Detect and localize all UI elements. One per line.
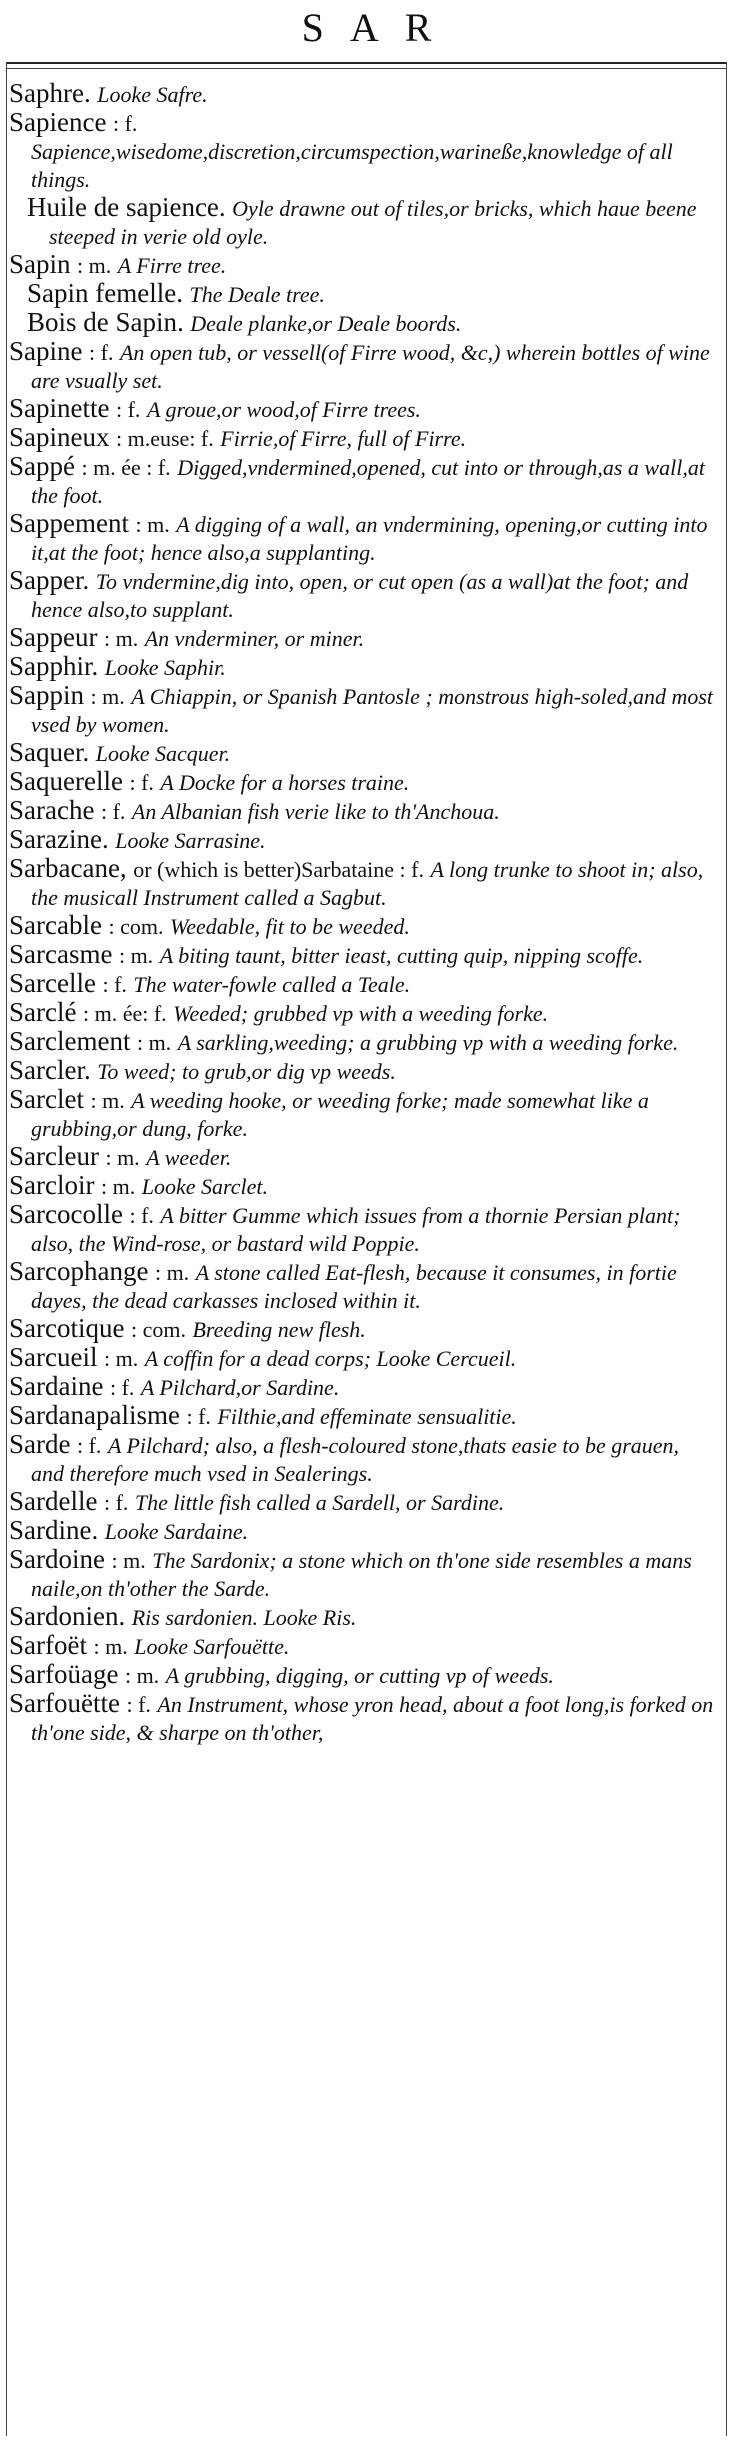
entry-grammar: : m. — [93, 1634, 128, 1659]
entry-grammar: : m. — [154, 1260, 190, 1285]
entry-grammar: : m. — [136, 1030, 172, 1055]
entry-definition: The water-fowle called a Teale. — [133, 972, 411, 997]
entry-headword: Sapinette — [9, 393, 110, 423]
dictionary-entry — [9, 1632, 717, 1660]
dictionary-entry — [9, 1057, 717, 1085]
entry-definition: An Albanian fish verie like to th'Anchoua. — [131, 799, 500, 824]
entry-definition: To vndermine,dig into, open, or cut open (as a wall)at the foot; and hence also,to supplant. — [31, 569, 689, 622]
dictionary-entry — [9, 855, 717, 911]
entry-definition: A coffin for a dead corps; Looke Cercueil. — [144, 1346, 517, 1371]
entry-definition: The Sardonix; a stone which on th'one side resembles a mans naile,on th'other the Sarde. — [31, 1548, 692, 1601]
entry-list — [9, 80, 717, 1747]
entry-definition: A digging of a wall, an vndermining, opening,or cutting into it,at the foot; hence also,a supplanting. — [31, 512, 708, 565]
dictionary-entry — [9, 1690, 717, 1746]
entry-definition: An open tub, or vessell(of Firre wood, &c,) wherein bottles of wine are vsually set. — [31, 340, 710, 393]
entry-headword: Sarcloir — [9, 1170, 95, 1200]
entry-headword: Sappeur — [9, 622, 98, 652]
dictionary-entry — [9, 1258, 717, 1314]
entry-definition: Deale planke,or Deale boords. — [190, 311, 462, 336]
entry-grammar: : f. — [76, 1433, 102, 1458]
dictionary-entry — [9, 912, 717, 940]
dictionary-entry — [9, 1373, 717, 1401]
entry-grammar: : f. — [109, 1375, 135, 1400]
entry-headword: Sarde — [9, 1429, 71, 1459]
entry-headword: Sardelle — [9, 1486, 98, 1516]
dictionary-entry — [9, 1661, 717, 1689]
entry-grammar: : com. — [130, 1317, 186, 1342]
entry-definition: Looke Sacquer. — [95, 741, 231, 766]
dictionary-entry — [9, 338, 717, 394]
entry-definition: Looke Saphir. — [104, 655, 226, 680]
entry-grammar: : m. — [100, 1174, 136, 1199]
entry-definition: Looke Sarclet. — [141, 1174, 268, 1199]
dictionary-entry — [9, 395, 717, 423]
entry-headword: Sarbacane, — [9, 853, 127, 883]
dictionary-entry — [9, 1546, 717, 1602]
dictionary-entry — [9, 970, 717, 998]
entry-grammar: : m. ée: f. — [82, 1001, 167, 1026]
entry-headword: Sappé — [9, 451, 75, 481]
dictionary-entry — [9, 510, 717, 566]
dictionary-entry — [9, 768, 717, 796]
left-frame-line — [6, 62, 7, 2436]
entry-grammar: : f. — [89, 340, 114, 365]
entry-grammar: : m. — [77, 253, 112, 278]
entry-definition: Weeded; grubbed vp with a weeding forke. — [173, 1001, 549, 1026]
entry-definition: A groue,or wood,of Firre trees. — [146, 397, 421, 422]
entry-headword: Saphre. — [9, 78, 91, 108]
entry-grammar: : f. — [186, 1404, 211, 1429]
entry-headword: Sardaine — [9, 1371, 104, 1401]
entry-definition: Looke Sarrasine. — [115, 828, 266, 853]
entry-headword: Sarache — [9, 795, 95, 825]
entry-grammar: : m. — [111, 1548, 146, 1573]
right-frame-line — [726, 62, 727, 2436]
entry-headword: Sardonien. — [9, 1601, 126, 1631]
entry-headword: Sarclement — [9, 1026, 131, 1056]
entry-headword: Sappement — [9, 508, 129, 538]
dictionary-entry — [9, 682, 717, 738]
entry-definition: Oyle drawne out of tiles,or bricks, which haue beene steeped in verie old oyle. — [49, 196, 697, 249]
entry-headword: Sapper. — [9, 565, 90, 595]
entry-definition: Breeding new flesh. — [192, 1317, 366, 1342]
entry-headword: Sardanapalisme — [9, 1400, 180, 1430]
entry-definition: Digged,vndermined,opened, cut into or through,as a wall,at the foot. — [31, 455, 705, 508]
entry-definition: A Docke for a horses traine. — [160, 770, 410, 795]
dictionary-entry — [9, 1431, 717, 1487]
entry-definition: Weedable, fit to be weeded. — [169, 914, 410, 939]
running-head: SAR — [301, 5, 458, 50]
dictionary-entry — [9, 1517, 717, 1545]
entry-grammar: : f. — [100, 799, 126, 824]
dictionary-entry — [9, 941, 717, 969]
entry-headword: Sapphir. — [9, 651, 99, 681]
dictionary-entry — [9, 453, 717, 509]
dictionary-entry — [9, 1086, 717, 1142]
entry-definition: A bitter Gumme which issues from a thornie Persian plant; also, the Wind-rose, or bastard wild Poppie. — [31, 1203, 681, 1256]
entry-headword: Sapin — [9, 249, 71, 279]
entry-headword: Sarcocolle — [9, 1199, 123, 1229]
entry-headword: Sarclé — [9, 997, 77, 1027]
entry-headword: Sarazine. — [9, 824, 109, 854]
entry-definition: Ris sardonien. Looke Ris. — [131, 1605, 357, 1630]
entry-headword: Sarcable — [9, 910, 102, 940]
dictionary-entry — [9, 424, 717, 452]
entry-definition: Sapience,wisedome,discretion,circumspection,warineße,knowledge of all things. — [31, 139, 673, 192]
entry-definition: The little fish called a Sardell, or Sardine. — [134, 1490, 505, 1515]
dictionary-entry — [9, 1172, 717, 1200]
dictionary-entry — [9, 1603, 717, 1631]
entry-headword: Sarfoët — [9, 1630, 87, 1660]
dictionary-entry — [9, 567, 717, 623]
entry-definition: A weeding hooke, or weeding forke; made somewhat like a grubbing,or dung, forke. — [31, 1088, 649, 1141]
entry-definition: A long trunke to shoot in; also, the musicall Instrument called a Sagbut. — [31, 857, 704, 910]
entry-grammar: : m. ée : f. — [81, 455, 171, 480]
entry-grammar: : f. — [102, 972, 127, 997]
entry-definition: A weeder. — [146, 1145, 232, 1170]
entry-headword: Saquer. — [9, 737, 90, 767]
entry-headword: Sardoine — [9, 1544, 105, 1574]
entry-definition: Firrie,of Firre, full of Firre. — [220, 426, 467, 451]
entry-headword: Sappin — [9, 680, 85, 710]
dictionary-entry — [9, 797, 717, 825]
entry-grammar: : m. — [103, 626, 139, 651]
entry-grammar: : m.euse: f. — [116, 426, 214, 451]
entry-headword: Sarfoüage — [9, 1659, 119, 1689]
inner-rule — [6, 68, 726, 69]
entry-grammar: : m. — [124, 1663, 160, 1688]
entry-grammar: : f. — [129, 770, 154, 795]
entry-headword: Sapin femelle. — [27, 278, 183, 308]
entry-headword: Sarcophange — [9, 1256, 149, 1286]
entry-definition: A Firre tree. — [117, 253, 227, 278]
dictionary-entry — [9, 280, 717, 308]
entry-definition: A biting taunt, bitter ieast, cutting quip, nipping scoffe. — [159, 943, 644, 968]
entry-headword: Sarfouëtte — [9, 1688, 120, 1718]
entry-headword: Sardine. — [9, 1515, 99, 1545]
dictionary-entry — [9, 999, 717, 1027]
dictionary-entry — [9, 1028, 717, 1056]
entry-definition: A Chiappin, or Spanish Pantosle ; monstrous high-soled,and most vsed by women. — [31, 684, 714, 737]
entry-definition: A stone called Eat-flesh, because it consumes, in fortie dayes, the dead carkasses inclosed within it. — [31, 1260, 677, 1313]
entry-grammar: : f. — [126, 1692, 151, 1717]
dictionary-entry — [9, 1402, 717, 1430]
entry-grammar: : m. — [103, 1346, 139, 1371]
entry-definition: Filthie,and effeminate sensualitie. — [217, 1404, 517, 1429]
entry-definition: Looke Safre. — [97, 82, 208, 107]
entry-grammar: : m. — [90, 1088, 125, 1113]
entry-headword: Sarcleur — [9, 1141, 99, 1171]
entry-headword: Sarcelle — [9, 968, 96, 998]
entry-headword: Bois de Sapin. — [27, 307, 184, 337]
dictionary-entry — [9, 1488, 717, 1516]
entry-grammar: : m. — [90, 684, 125, 709]
dictionary-entry — [9, 624, 717, 652]
entry-definition: To weed; to grub,or dig vp weeds. — [97, 1059, 396, 1084]
entry-grammar: : f. — [103, 1490, 129, 1515]
entry-grammar: : f. — [129, 1203, 154, 1228]
entry-definition: A Pilchard; also, a flesh-coloured stone,thats easie to be grauen, and therefore much vsed in Sealerings. — [31, 1433, 680, 1486]
dictionary-entry — [9, 251, 717, 279]
dictionary-entry — [9, 109, 717, 193]
dictionary-entry — [9, 653, 717, 681]
entry-headword: Sarcler. — [9, 1055, 91, 1085]
entry-headword: Sapineux — [9, 422, 110, 452]
entry-headword: Sapience — [9, 107, 107, 137]
entry-headword: Sapine — [9, 336, 83, 366]
entry-definition: A Pilchard,or Sardine. — [140, 1375, 340, 1400]
entry-grammar: : m. — [135, 512, 170, 537]
dictionary-entry — [9, 194, 717, 250]
entry-definition: Looke Sarfouëtte. — [134, 1634, 290, 1659]
entry-headword: Sarcasme — [9, 939, 113, 969]
entry-grammar: : f. — [115, 397, 141, 422]
entry-grammar: or (which is better)Sarbataine : f. — [133, 857, 424, 882]
entry-grammar: : f. — [112, 111, 138, 136]
entry-grammar: : m. — [118, 943, 154, 968]
entry-grammar: : m. — [105, 1145, 140, 1170]
entry-headword: Huile de sapience. — [27, 192, 226, 222]
entry-grammar: : com. — [108, 914, 164, 939]
entry-definition: An Instrument, whose yron head, about a foot long,is forked on th'one side, & sharpe on th'other, — [31, 1692, 714, 1745]
dictionary-entry — [9, 1201, 717, 1257]
dictionary-entry — [9, 309, 717, 337]
entry-definition: A grubbing, digging, or cutting vp of weeds. — [165, 1663, 554, 1688]
entry-definition: Looke Sardaine. — [104, 1519, 249, 1544]
entry-headword: Saquerelle — [9, 766, 123, 796]
top-rule — [6, 62, 726, 64]
dictionary-entry — [9, 826, 717, 854]
entry-definition: An vnderminer, or miner. — [144, 626, 365, 651]
dictionary-entry — [9, 739, 717, 767]
entry-headword: Sarcueil — [9, 1342, 98, 1372]
dictionary-entry — [9, 1315, 717, 1343]
dictionary-entry — [9, 80, 717, 108]
entry-definition: A sarkling,weeding; a grubbing vp with a weeding forke. — [177, 1030, 679, 1055]
entry-headword: Sarcotique — [9, 1313, 125, 1343]
dictionary-entry — [9, 1344, 717, 1372]
entry-headword: Sarclet — [9, 1084, 84, 1114]
dictionary-entry — [9, 1143, 717, 1171]
entry-definition: The Deale tree. — [189, 282, 325, 307]
